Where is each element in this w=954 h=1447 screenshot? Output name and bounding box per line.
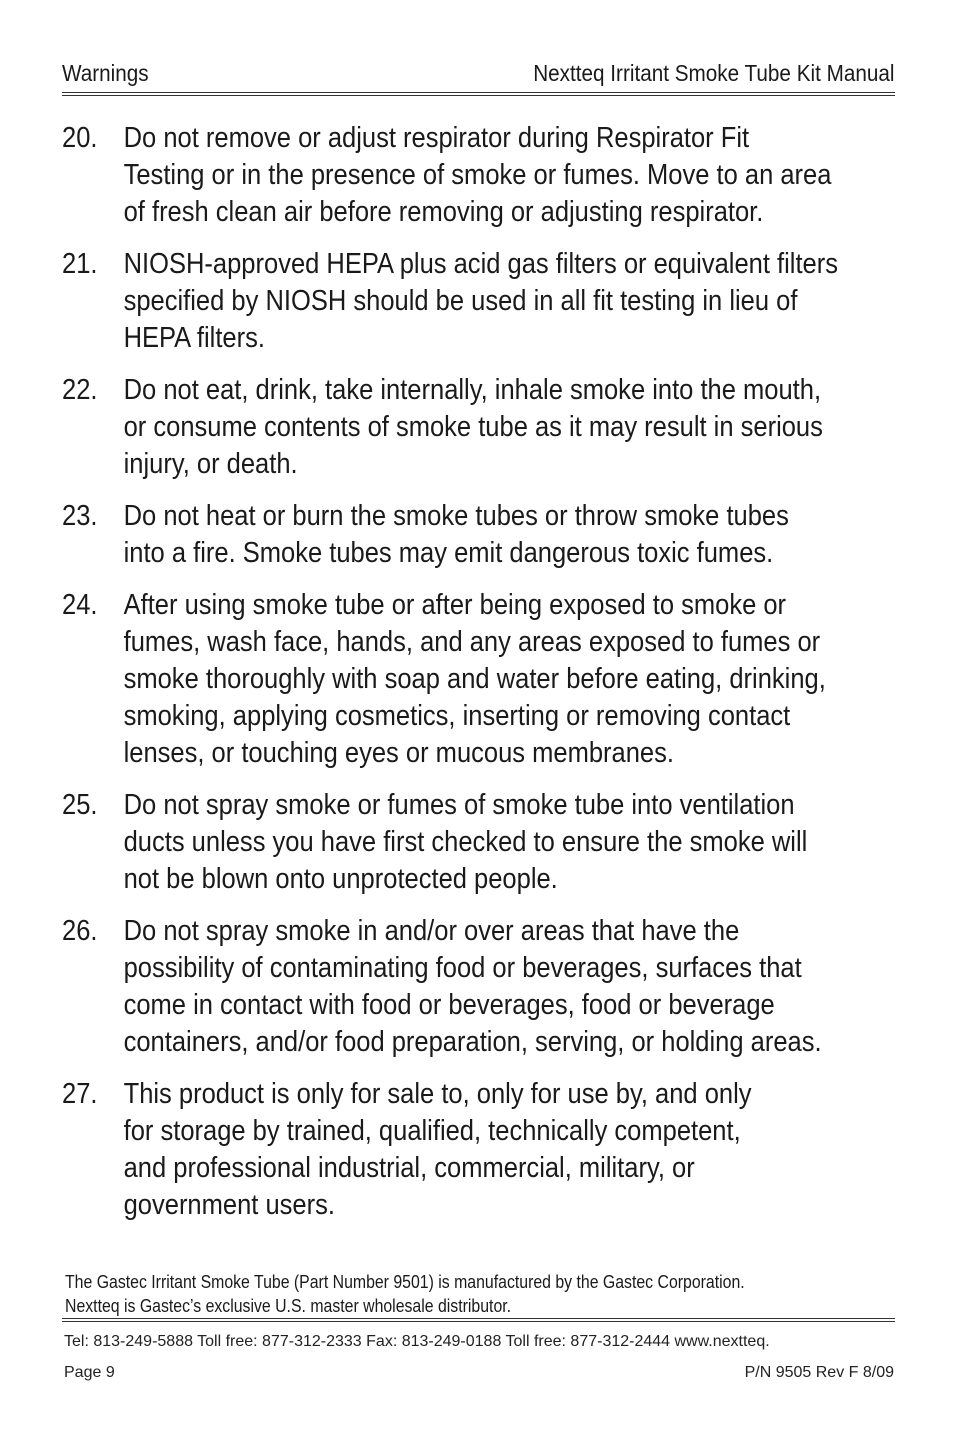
part-number: P/N 9505 Rev F 8/09 [744,1364,894,1381]
section-title: Warnings [62,60,149,86]
warning-text: After using smoke tube or after being exposed to smoke or fumes, wash face, hands, and any areas exposed to fumes or smoke thoroughly with soap and water before eating, drinking, smoking, applying cosmetics, inserting or removing contact lenses, or touching eyes or mucous membranes. [123,589,826,769]
footer-rule-bottom [62,1321,895,1322]
warning-number: 23. [62,500,98,532]
warning-text: Do not spray smoke in and/or over areas that have the possibility of contaminating food or beverages, surfaces that come in contact with food or beverages, food or beverage containers, and/or food preparation, serving, or holding areas. [123,915,822,1058]
warning-number: 24. [62,589,98,621]
warning-item-26 [62,913,872,1061]
page-number: Page 9 [64,1364,115,1381]
warning-text: Do not heat or burn the smoke tubes or throw smoke tubes into a fire. Smoke tubes may emit dangerous toxic fumes. [123,500,789,569]
warning-number: 25. [62,789,98,821]
header-rule-top [62,92,895,93]
warning-item-23 [62,498,872,572]
warning-number: 22. [62,374,98,406]
warning-text: NIOSH-approved HEPA plus acid gas filters or equivalent filters specified by NIOSH should be used in all fit testing in lieu of HEPA filters. [123,248,839,354]
warning-text: Do not spray smoke or fumes of smoke tube into ventilation ducts unless you have first checked to ensure the smoke will not be blown onto unprotected people. [123,789,808,895]
warning-item-27 [62,1076,872,1224]
warning-item-22 [62,372,872,483]
warning-item-24 [62,587,872,772]
contact-line: Tel: 813-249-5888 Toll free: 877-312-2333 Fax: 813-249-0188 Toll free: 877-312-2444 www.nextteq. [64,1333,770,1350]
header-rule-bottom [62,95,895,96]
warnings-list [62,120,954,1239]
warning-number: 20. [62,122,98,154]
warning-item-20 [62,120,872,231]
warning-number: 26. [62,915,98,947]
warning-text: Do not remove or adjust respirator during Respirator Fit Testing or in the presence of smoke or fumes. Move to an area of fresh clean air before removing or adjusting respirator. [123,122,832,228]
warning-text: Do not eat, drink, take internally, inhale smoke into the mouth, or consume contents of smoke tube as it may result in serious injury, or death. [123,374,823,480]
manual-title: Nextteq Irritant Smoke Tube Kit Manual [533,60,895,86]
warning-item-21 [62,246,872,357]
warning-text: This product is only for sale to, only for use by, and only for storage by trained, qualified, technically competent, and professional industrial, commercial, military, or government users. [123,1078,752,1221]
warning-item-25 [62,787,872,898]
warning-number: 21. [62,248,98,280]
page-header [62,60,895,90]
manufacturer-footnote: The Gastec Irritant Smoke Tube (Part Number 9501) is manufactured by the Gastec Corporation. Nextteq is Gastec’s exclusive U.S. master wholesale distributor. [65,1272,745,1316]
footer-rule-top [62,1318,895,1319]
warning-number: 27. [62,1078,98,1110]
